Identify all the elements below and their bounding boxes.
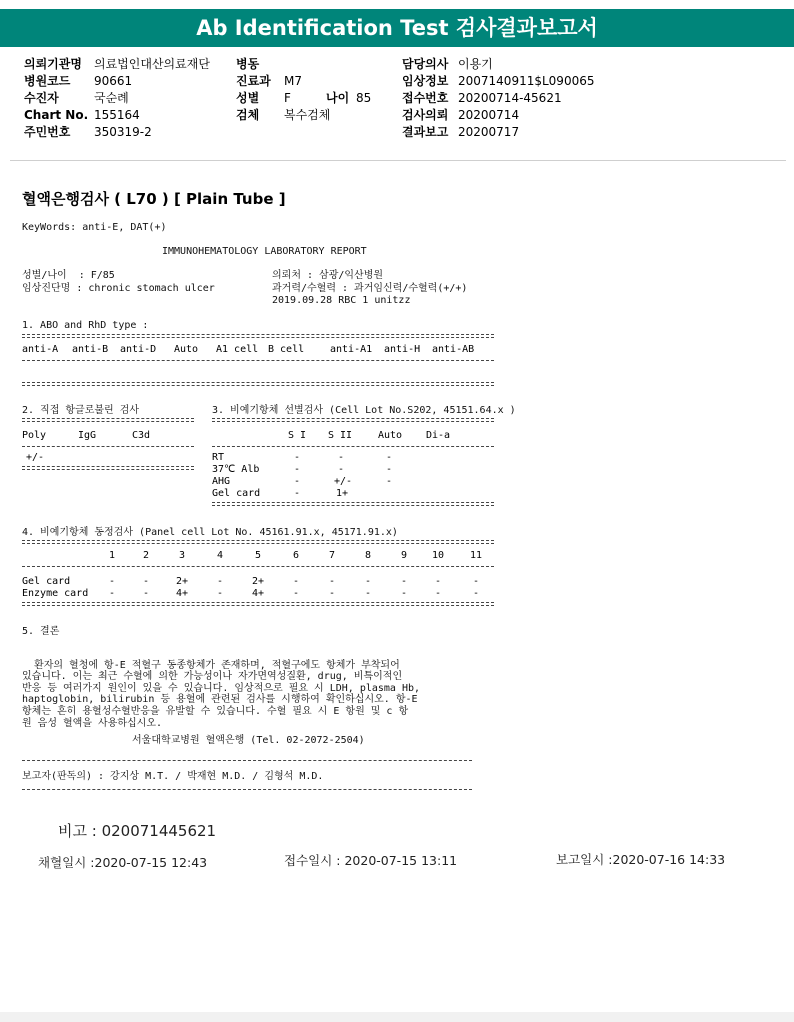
panel-value: - (142, 576, 150, 587)
screen-value: - (294, 488, 301, 499)
panel-header: 8 (364, 550, 372, 561)
dat-header: IgG (78, 430, 97, 441)
divider (212, 418, 494, 422)
screen-phase: AHG (212, 476, 231, 487)
panel-value: 4+ (251, 588, 265, 599)
screen-value: +/- (334, 476, 353, 487)
header-value: 2007140911$L090065 (458, 74, 595, 88)
abo-header: anti-A1 (330, 344, 373, 355)
panel-value: 2+ (175, 576, 189, 587)
header-value: 350319-2 (94, 125, 152, 139)
header-value: 155164 (94, 108, 140, 122)
header-value: 의료법인대산의료재단 (94, 57, 210, 71)
received-time: 접수일시 : 2020-07-15 13:11 (284, 853, 458, 868)
abo-header: B cell (268, 344, 305, 355)
dat-title: 2. 직접 항글로불린 검사 (22, 405, 140, 416)
header-col1 (24, 56, 210, 141)
header-divider (10, 160, 786, 161)
divider (22, 466, 194, 470)
divider (22, 566, 494, 567)
header-value: 20200717 (458, 125, 520, 139)
panel-value: - (108, 576, 116, 587)
lab-report-title: IMMUNOHEMATOLOGY LABORATORY REPORT (162, 246, 367, 257)
panel-title: 4. 비예기항체 동정검사 (Panel cell Lot No. 45161.91.x, 45171.91.x) (22, 527, 398, 538)
panel-method: Gel card (22, 576, 71, 587)
panel-value: - (292, 576, 300, 587)
conclusion-line: 환자의 혈청에 항-E 적혈구 동종항체가 존재하며, 적혈구에도 항체가 부착되어 (22, 659, 400, 671)
panel-value: - (364, 576, 372, 587)
header-value: 국순례 (94, 91, 129, 105)
panel-value: - (142, 588, 150, 599)
abo-header: Auto (174, 344, 199, 355)
abo-title: 1. ABO and RhD type : (22, 320, 149, 331)
dat-header: Poly (22, 430, 47, 441)
screen-title: 3. 비예기항체 선별검사 (Cell Lot No.S202, 45151.64.x ) (212, 405, 516, 416)
divider (22, 446, 194, 447)
screen-header: S II (328, 430, 353, 441)
panel-value: - (400, 588, 408, 599)
panel-method: Enzyme card (22, 588, 89, 599)
panel-value: - (472, 588, 480, 599)
conclusion-line: 있습니다. 이는 최근 수혈에 의한 가능성이나 자가면역성질환, drug, 비특이적인 (22, 671, 403, 683)
panel-header: 7 (328, 550, 336, 561)
screen-phase: RT (212, 452, 225, 463)
abo-header: anti-A (22, 344, 59, 355)
divider (22, 789, 472, 790)
remark: 비고 : 020071445621 (58, 822, 217, 840)
panel-value: - (108, 588, 116, 599)
panel-header: 9 (400, 550, 408, 561)
dat-header: C3d (132, 430, 151, 441)
screen-header: Auto (378, 430, 403, 441)
abo-header: anti-AB (432, 344, 475, 355)
reported-time: 보고일시 :2020-07-16 14:33 (556, 852, 726, 867)
conclusion-line: 원 음성 혈액을 사용하십시오. (22, 717, 163, 729)
header-key: 접수번호 (402, 91, 449, 105)
abo-header: anti-D (120, 344, 157, 355)
header-key: 임상정보 (402, 74, 449, 88)
panel-value: - (434, 576, 442, 587)
panel-header: 11 (469, 550, 483, 561)
screen-phase: Gel card (212, 488, 261, 499)
divider (22, 602, 494, 606)
screen-value: - (386, 464, 393, 475)
section-title: 혈액은행검사 ( L70 ) [ Plain Tube ] (22, 190, 286, 208)
screen-value: - (294, 452, 301, 463)
abo-header: anti-B (72, 344, 109, 355)
header-value: 90661 (94, 74, 133, 88)
referral: 의뢰처 : 삼광/익산병원 (272, 270, 384, 281)
divider (22, 382, 494, 386)
conclusion-text (22, 648, 420, 729)
divider (22, 540, 494, 544)
screen-phase: 37℃ Alb (212, 464, 260, 475)
header-key: 담당의사 (402, 57, 449, 71)
screen-value: - (294, 464, 301, 475)
panel-value: 2+ (251, 576, 265, 587)
panel-value: 4+ (175, 588, 189, 599)
panel-value: - (328, 588, 336, 599)
panel-value: - (400, 576, 408, 587)
panel-header: 5 (254, 550, 262, 561)
page-bottom-band (0, 1012, 794, 1022)
panel-value: - (216, 588, 224, 599)
transfusion-history-detail: 2019.09.28 RBC 1 unitzz (272, 295, 411, 306)
screen-value: - (386, 452, 393, 463)
abo-header: A1 cell (216, 344, 259, 355)
header-key: Chart No. (24, 108, 89, 122)
abo-header: anti-H (384, 344, 421, 355)
divider (22, 760, 472, 761)
divider (22, 360, 494, 361)
header-key: 병원코드 (24, 74, 71, 88)
panel-value: - (472, 576, 480, 587)
header-key: 주민번호 (24, 125, 71, 139)
panel-header: 4 (216, 550, 224, 561)
header-key: 진료과 (236, 74, 271, 88)
header-key: 검사의뢰 (402, 108, 449, 122)
header-key: 결과보고 (402, 125, 449, 139)
divider (22, 418, 194, 422)
screen-value: - (294, 476, 301, 487)
header-key: 검체 (236, 108, 260, 122)
screen-header: S I (288, 430, 307, 441)
collected-time: 채혈일시 :2020-07-15 12:43 (38, 855, 208, 870)
panel-value: - (364, 588, 372, 599)
header-key: 성별 (236, 91, 260, 105)
panel-header: 2 (142, 550, 150, 561)
panel-value: - (434, 588, 442, 599)
header-value: 복수검체 (284, 108, 331, 122)
divider (212, 446, 494, 447)
reporter: 보고자(판독의) : 강지상 M.T. / 박재현 M.D. / 김형석 M.D. (22, 771, 324, 782)
header-col3 (402, 56, 594, 141)
screen-value: - (338, 464, 345, 475)
report-title: Ab Identification Test 검사결과보고서 (0, 9, 794, 47)
header-key: 수진자 (24, 91, 59, 105)
panel-value: - (292, 588, 300, 599)
conclusion-line: 반응 등 여러가지 원인이 있을 수 있습니다. 임상적으로 필요 시 LDH, plasma Hb, (22, 682, 421, 694)
transfusion-history: 과거력/수혈력 : 과거임신력/수혈력(+/+) (272, 283, 468, 294)
divider (22, 334, 494, 338)
screen-value: - (386, 476, 393, 487)
panel-header: 1 (108, 550, 116, 561)
header-key: 의뢰기관명 (24, 57, 82, 71)
header-value: F (284, 91, 291, 105)
header-value: 20200714 (458, 108, 520, 122)
panel-value: - (216, 576, 224, 587)
header-value: M7 (284, 74, 302, 88)
sex-age: 성별/나이 : F/85 (22, 270, 115, 281)
screen-value: - (338, 452, 345, 463)
header-value: 이용기 (458, 57, 493, 71)
dat-value: +/- (26, 452, 45, 463)
clinical-diagnosis: 임상진단명 : chronic stomach ulcer (22, 283, 215, 294)
panel-header: 6 (292, 550, 300, 561)
panel-header: 3 (178, 550, 186, 561)
header-value: 20200714-45621 (458, 91, 562, 105)
conclusion-title: 5. 결론 (22, 626, 60, 637)
conclusion-line: 항체는 흔히 용혈성수혈반응을 유발할 수 있습니다. 수혈 필요 시 E 항원 및 c 항 (22, 705, 409, 717)
divider (212, 502, 494, 506)
institution: 서울대학교병원 혈액은행 (Tel. 02-2072-2504) (132, 735, 365, 746)
screen-header: Di-a (426, 430, 451, 441)
header-col2 (236, 56, 371, 124)
screen-value: 1+ (336, 488, 349, 499)
conclusion-line: haptoglobin, bilirubin 등 용혈에 관련된 검사를 시행하여 확인하십시오. 항-E (22, 694, 418, 706)
header-key: 병동 (236, 57, 260, 71)
age-value: 85 (356, 91, 372, 105)
panel-header: 10 (431, 550, 445, 561)
panel-value: - (328, 576, 336, 587)
keywords: KeyWords: anti-E, DAT(+) (22, 222, 167, 233)
age-key: 나이 (326, 91, 350, 105)
